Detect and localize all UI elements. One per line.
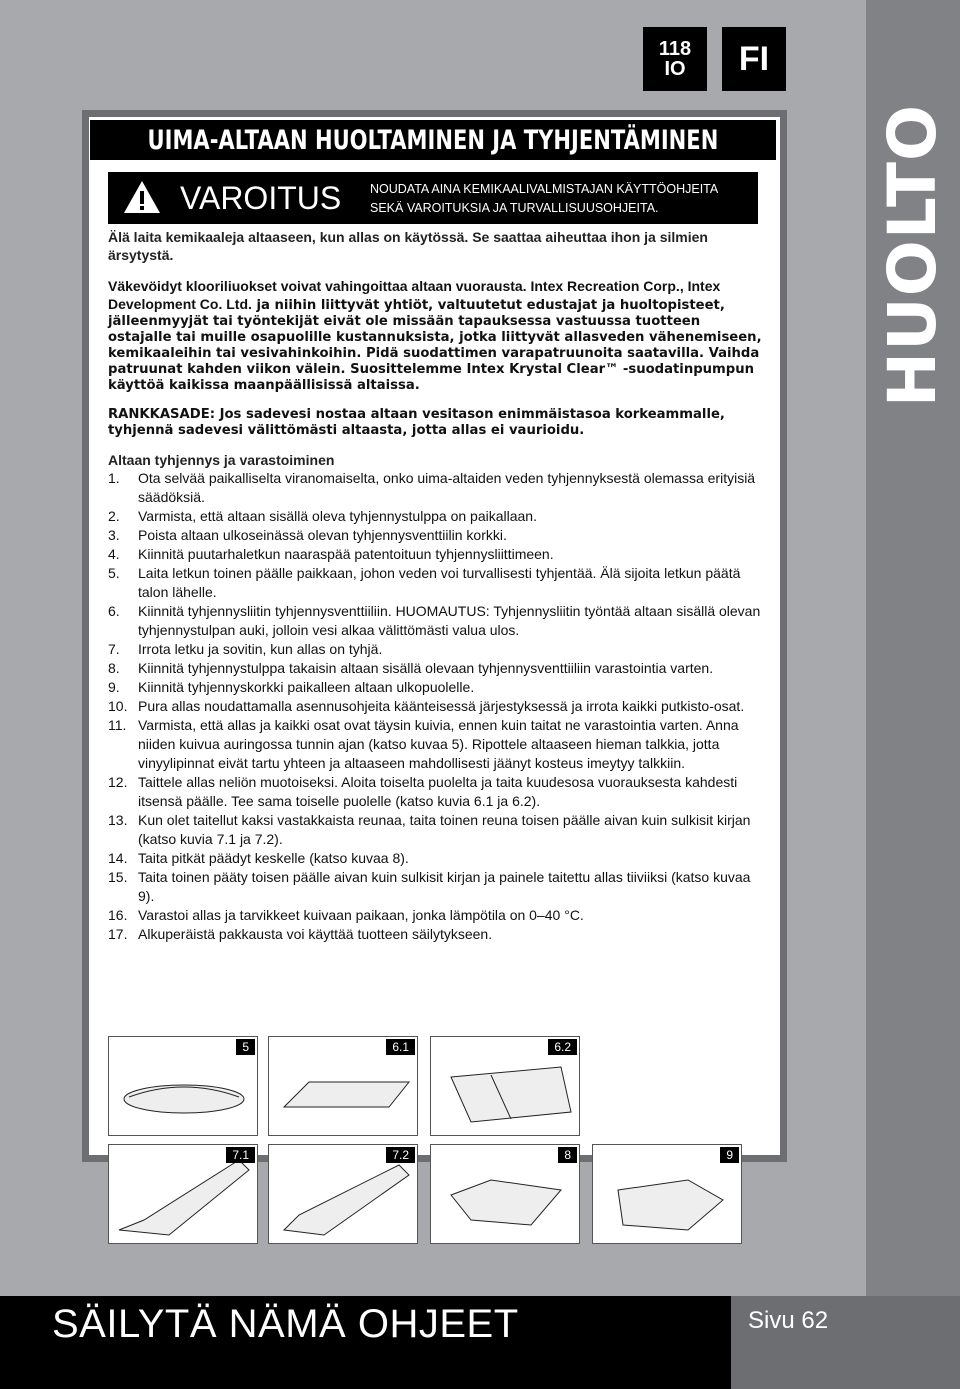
step-number: 13.	[108, 812, 128, 828]
figure-5	[108, 1036, 258, 1136]
step-text: Alkuperäistä pakkausta voi käyttää tuotteen säilytykseen.	[138, 926, 493, 942]
step-text: Ota selvää paikalliselta viranomaiselta, onko uima-altaiden veden tyhjennyksestä olemassa erityisiä säädöksiä.	[138, 470, 756, 505]
figure-6-2	[430, 1036, 580, 1136]
figure-label: 7.1	[226, 1147, 255, 1163]
warning-triangle-icon	[122, 179, 162, 215]
warning-banner	[108, 172, 758, 224]
step-item	[108, 526, 768, 545]
step-item	[108, 602, 768, 640]
step-item	[108, 811, 768, 849]
step-number: 14.	[108, 850, 128, 866]
step-number: 12.	[108, 774, 128, 790]
step-item	[108, 640, 768, 659]
figure-label: 5	[236, 1039, 255, 1055]
step-text: Taita toinen pääty toisen päälle aivan kuin sulkisit kirjan ja painele taitettu allas tiiviiksi (katso kuvaa 9).	[138, 869, 751, 904]
figure-label: 9	[720, 1147, 739, 1163]
step-number: 9.	[108, 679, 120, 695]
step-item	[108, 507, 768, 526]
step-number: 3.	[108, 527, 120, 543]
step-item	[108, 849, 768, 868]
language-badge: FI	[722, 27, 786, 91]
paragraph-chlorine-a: Väkevöidyt klooriliuokset voivat vahingoittaa altaan vuorausta. Intex Recreation Corp., Intex Development Co. Ltd.	[108, 278, 721, 312]
code-line-2: IO	[664, 58, 686, 80]
step-text: Kiinnitä tyhjennyskorkki paikalleen altaan ulkopuolelle.	[138, 679, 475, 695]
page-number: Sivu 62	[748, 1307, 829, 1334]
steps-list	[108, 469, 768, 944]
warning-label: VAROITUS	[180, 180, 342, 216]
section-heading: Altaan tyhjennys ja varastoiminen	[108, 452, 335, 468]
paragraph-chemicals: Älä laita kemikaaleja altaaseen, kun allas on käytössä. Se saattaa aiheuttaa ihon ja silmien ärsytystä.	[108, 229, 708, 263]
step-number: 2.	[108, 508, 120, 524]
main-content	[108, 228, 768, 944]
step-item	[108, 678, 768, 697]
step-item	[108, 925, 768, 944]
step-text: Poista altaan ulkoseinässä olevan tyhjennysventtiilin korkki.	[138, 527, 507, 543]
step-text: Irrota letku ja sovitin, kun allas on tyhjä.	[138, 641, 383, 657]
warning-note	[370, 180, 718, 218]
step-item	[108, 906, 768, 925]
step-text: Kiinnitä tyhjennysliitin tyhjennysventtiiliin. HUOMAUTUS: Tyhjennysliitin työntää altaan sisällä olevan tyhjennystulpan auki, jolloin vesi alkaa välittömästi valua ulos.	[138, 603, 761, 638]
figure-label: 8	[558, 1147, 577, 1163]
step-item	[108, 716, 768, 773]
footer-title: SÄILYTÄ NÄMÄ OHJEET	[52, 1302, 519, 1346]
step-item	[108, 659, 768, 678]
step-number: 10.	[108, 698, 128, 714]
warning-note-line-1: NOUDATA AINA KEMIKAALIVALMISTAJAN KÄYTTÖOHJEITA	[370, 182, 719, 196]
side-section-label	[866, 105, 960, 405]
code-line-1: 118	[658, 38, 692, 60]
step-text: Varastoi allas ja tarvikkeet kuivaan paikaan, jonka lämpötila on 0–40 °C.	[138, 907, 584, 923]
warning-note-line-2: SEKÄ VAROITUKSIA JA TURVALLISUUSOHJEITA.	[370, 201, 659, 215]
page-title-bar	[90, 120, 776, 160]
step-text: Pura allas noudattamalla asennusohjeita käänteisessä järjestyksessä ja irrota kaikki putkisto-osat.	[138, 698, 745, 714]
step-text: Varmista, että altaan sisällä oleva tyhjennystulppa on paikallaan.	[138, 508, 537, 524]
step-item	[108, 564, 768, 602]
step-number: 7.	[108, 641, 120, 657]
step-text: Kiinnitä tyhjennystulppa takaisin altaan sisällä olevaan tyhjennysventtiiliin varastointia varten.	[138, 660, 714, 676]
product-code-badge	[643, 27, 707, 91]
step-number: 17.	[108, 926, 128, 942]
step-text: Laita letkun toinen päälle paikkaan, johon veden voi turvallisesti tyhjentää. Älä sijoita letkun päätä talon lähelle.	[138, 565, 741, 600]
step-text: Varmista, että allas ja kaikki osat ovat täysin kuivia, ennen kuin taitat ne varastointia varten. Anna niiden kuivua auringossa tunnin ajan (katso kuvaa 5). Ripottele altaaseen hieman talkkia, jotta vinyylipinnat eivät tartu yhteen ja altaaseen mahdollisesti jäänyt kosteus imeytyy talkkiin.	[138, 717, 739, 771]
step-item	[108, 697, 768, 716]
step-item	[108, 773, 768, 811]
figure-9	[592, 1144, 742, 1244]
step-text: Taita pitkät päädyt keskelle (katso kuvaa 8).	[138, 850, 409, 866]
figure-label: 6.2	[548, 1039, 577, 1055]
paragraph-chlorine-b: ja niihin liittyvät yhtiöt, valtuutetut edustajat ja huoltopisteet, jälleenmyyjät tai työntekijät eivät ole missään tapauksessa vastuussa tuotteen ostajalle tai muille osapuolille kustannuksista, jotka liittyvät allasveden vähenemiseen, kemikaaleihin tai vesivahinkoihin. Pidä suodattimen varapatruunoita saatavilla. Vaihda patruunat kahden viikon välein. Suosittelemme Intex Krystal Clear™ -suodatinpumpun käyttöä kaikissa maanpäällisissä altaissa.	[108, 298, 762, 393]
step-text: Kun olet taitellut kaksi vastakkaista reunaa, taita toinen reuna toisen päälle aivan kuin sulkisit kirjan (katso kuvia 7.1 ja 7.2).	[138, 812, 751, 847]
figure-7-1	[108, 1144, 258, 1244]
step-number: 8.	[108, 660, 120, 676]
step-number: 16.	[108, 907, 128, 923]
step-number: 5.	[108, 565, 120, 581]
figure-label: 6.1	[386, 1039, 415, 1055]
step-text: Kiinnitä puutarhaletkun naaraspää patentoituun tyhjennysliittimeen.	[138, 546, 554, 562]
step-text: Taittele allas neliön muotoiseksi. Aloita toiselta puolelta ja taita kuudesosa vuorauksesta kahdesti itsensä päälle. Tee sama toiselle puolelle (katso kuvia 6.1 ja 6.2).	[138, 774, 738, 809]
step-number: 1.	[108, 470, 120, 486]
step-number: 15.	[108, 869, 128, 885]
page-title: UIMA-ALTAAN HUOLTAMINEN JA TYHJENTÄMINEN	[147, 124, 719, 156]
paragraph-chlorine	[108, 278, 768, 394]
step-number: 4.	[108, 546, 120, 562]
paragraph-rain: RANKKASADE: Jos sadevesi nostaa altaan vesitason enimmäistasoa korkeammalle, tyhjennä sadevesi välittömästi altaasta, jotta allas ei vaurioidu.	[108, 407, 725, 438]
step-number: 6.	[108, 603, 120, 619]
figure-8	[430, 1144, 580, 1244]
figure-6-1	[268, 1036, 418, 1136]
step-item	[108, 868, 768, 906]
figure-7-2	[268, 1144, 418, 1244]
step-item	[108, 545, 768, 564]
step-number: 11.	[108, 717, 127, 733]
step-item	[108, 469, 768, 507]
side-label-text: HUOLTO	[874, 103, 952, 407]
figure-label: 7.2	[386, 1147, 415, 1163]
